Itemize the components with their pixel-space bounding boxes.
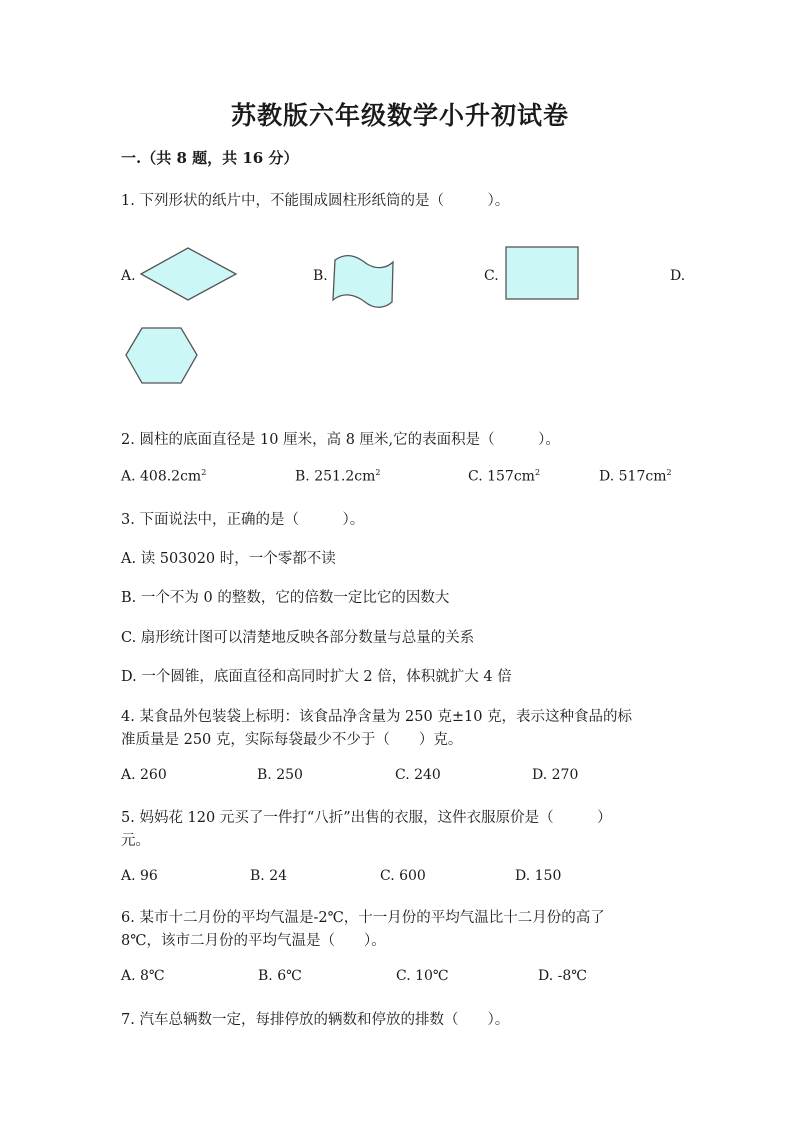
q5-option-a: A. 96 xyxy=(121,868,158,884)
q2-option-d: D. $517cm^2$ xyxy=(599,468,672,485)
q4-option-c: C. 240 xyxy=(395,767,441,783)
wavy-paper-shape xyxy=(329,252,399,312)
q1-option-a-label: A. xyxy=(121,268,136,284)
q6-option-c: C. 10℃ xyxy=(396,968,449,984)
question-1-text: 1. 下列形状的纸片中，不能围成圆柱形纸筒的是（ ）。 xyxy=(121,193,510,209)
question-3-text: 3. 下面说法中，正确的是（ ）。 xyxy=(121,512,365,528)
q5-option-b: B. 24 xyxy=(250,868,288,884)
q3-option-d: D. 一个圆锥，底面直径和高同时扩大 2 倍，体积就扩大 4 倍 xyxy=(121,669,512,685)
question-4-text-line1: 4. 某食品外包装袋上标明：该食品净含量为 250 克±10 克，表示这种食品的标 xyxy=(121,709,633,725)
q6-option-b: B. 6℃ xyxy=(258,968,302,984)
q6-option-a: A. 8℃ xyxy=(121,968,165,984)
question-2-text: 2. 圆柱的底面直径是 10 厘米，高 8 厘米,它的表面积是（ ）。 xyxy=(121,432,560,448)
q3-option-c: C. 扇形统计图可以清楚地反映各部分数量与总量的关系 xyxy=(121,630,475,646)
q5-option-c: C. 600 xyxy=(380,868,426,884)
question-6-text-line1: 6. 某市十二月份的平均气温是-2℃，十一月份的平均气温比十二月份的高了 xyxy=(121,910,605,926)
rhombus-shape xyxy=(138,244,240,304)
q4-option-d: D. 270 xyxy=(532,767,579,783)
question-5-text-line2: 元。 xyxy=(121,833,150,849)
q2-option-c: C. $157cm^2$ xyxy=(468,468,541,485)
q5-option-d: D. 150 xyxy=(515,868,562,884)
question-5-text-line1: 5. 妈妈花 120 元买了一件打“八折”出售的衣服，这件衣服原价是（ ） xyxy=(121,810,612,826)
q3-option-a: A. 读 503020 时，一个零都不读 xyxy=(121,551,336,567)
hexagon-shape xyxy=(122,325,202,387)
question-4-text-line2: 准质量是 250 克，实际每袋最少不少于（ ）克。 xyxy=(121,732,463,748)
q1-option-b-label: B. xyxy=(313,268,328,284)
q1-option-c-label: C. xyxy=(484,268,499,284)
rectangle-shape xyxy=(504,245,582,303)
q2-option-a: A. $408.2cm^2$ xyxy=(121,468,207,485)
question-6-text-line2: 8℃，该市二月份的平均气温是（ ）。 xyxy=(121,933,386,949)
q4-option-b: B. 250 xyxy=(257,767,303,783)
q1-option-d-label: D. xyxy=(670,268,686,284)
question-7-text: 7. 汽车总辆数一定，每排停放的辆数和停放的排数（ ）。 xyxy=(121,1012,510,1028)
page-title: 苏教版六年级数学小升初试卷 xyxy=(230,101,569,130)
section-heading: 一.（共 8 题，共 16 分） xyxy=(121,149,299,167)
q3-option-b: B. 一个不为 0 的整数，它的倍数一定比它的因数大 xyxy=(121,590,450,606)
q6-option-d: D. -8℃ xyxy=(538,968,587,984)
q2-option-b: B. $251.2cm^2$ xyxy=(295,468,381,485)
q4-option-a: A. 260 xyxy=(121,767,167,783)
